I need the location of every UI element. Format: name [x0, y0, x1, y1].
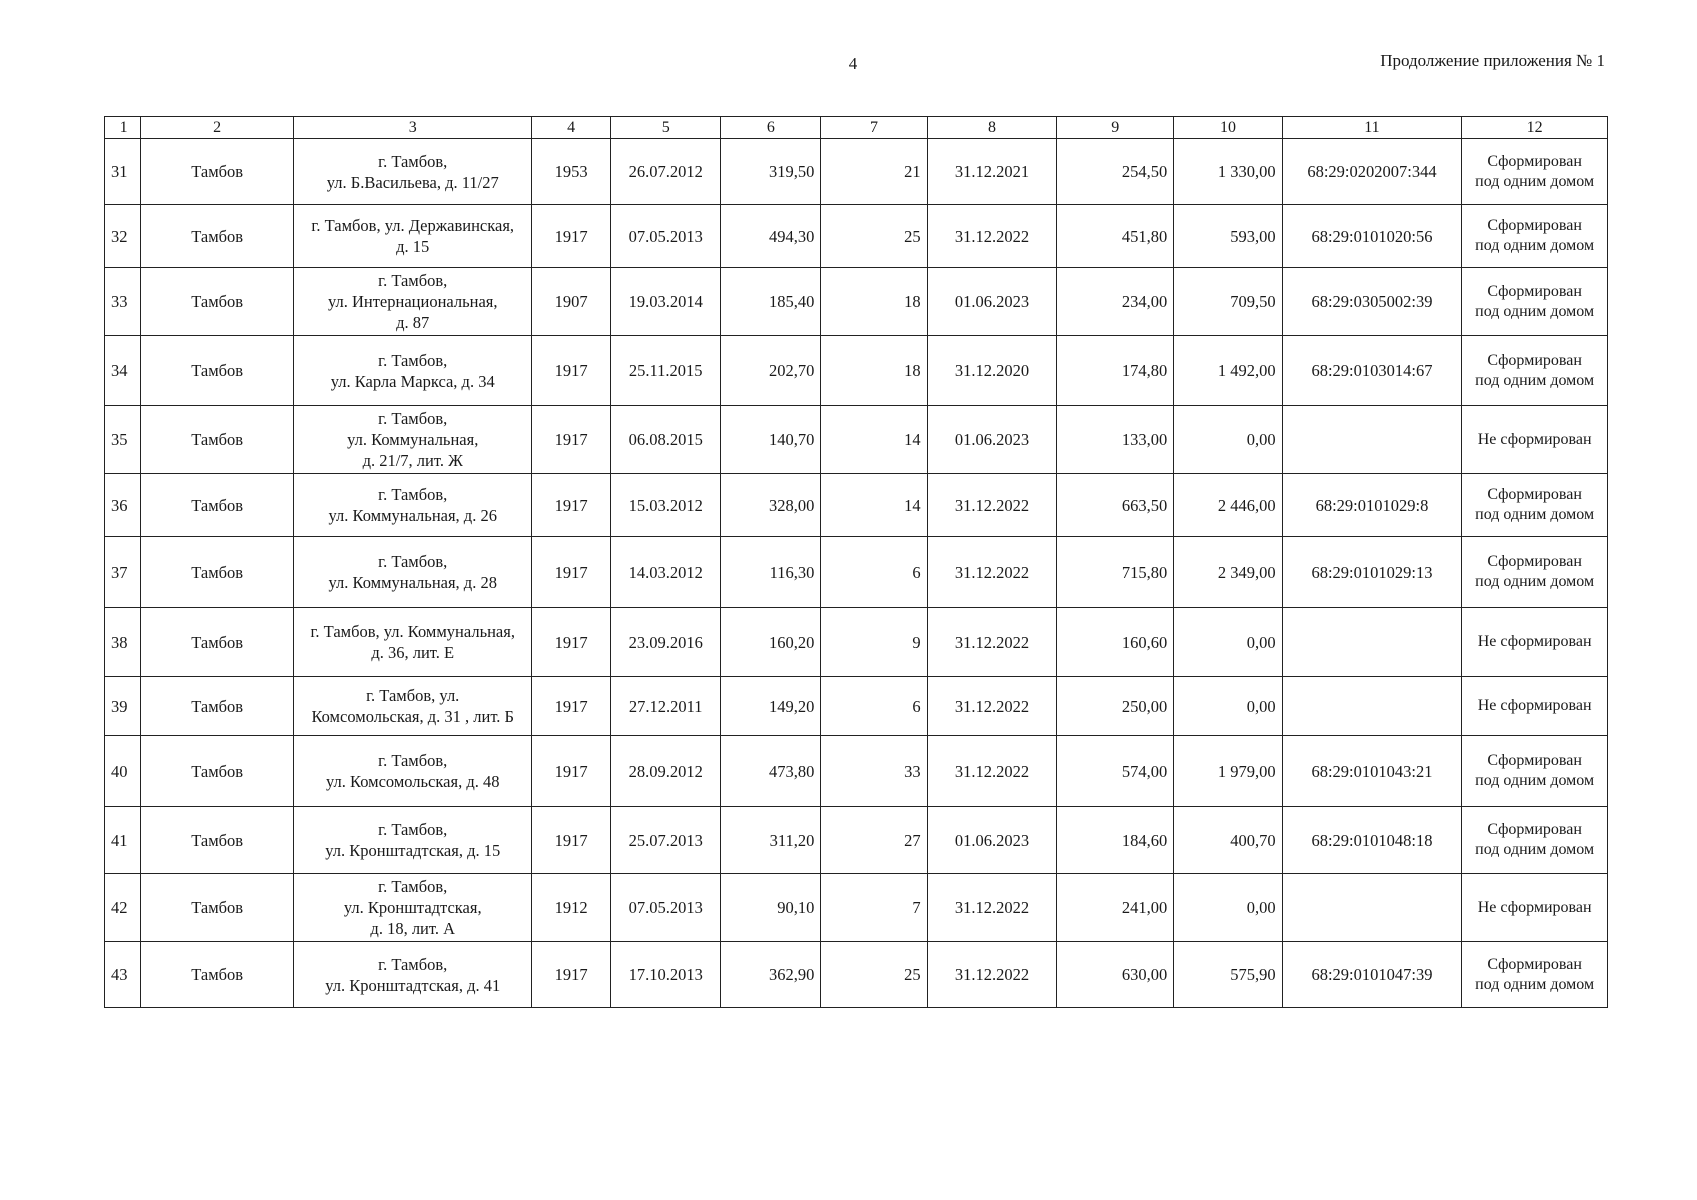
status-cell [1462, 807, 1608, 874]
city-cell: Тамбов [141, 537, 294, 608]
status-line: Сформирован [1487, 752, 1582, 769]
table-row [105, 874, 1608, 942]
status-cell [1462, 268, 1608, 336]
deadline-cell: 31.12.2022 [927, 608, 1057, 677]
deadline-cell: 31.12.2022 [927, 942, 1057, 1008]
status-line: под одним домом [1475, 975, 1595, 993]
area2-cell: 451,80 [1057, 205, 1174, 268]
status-line: Не сформирован [1477, 697, 1592, 714]
cadastre-cell: 68:29:0101047:39 [1282, 942, 1462, 1008]
table-row [105, 942, 1608, 1008]
row-number-cell: 32 [105, 205, 141, 268]
residents-cell: 7 [821, 874, 927, 942]
address-line: д. 87 [396, 313, 430, 332]
deadline-cell: 01.06.2023 [927, 807, 1057, 874]
address-line: г. Тамбов, [378, 271, 448, 290]
area-cell: 202,70 [721, 336, 821, 406]
address-line: г. Тамбов, [378, 751, 448, 770]
land-area-cell: 2 349,00 [1174, 537, 1282, 608]
residents-cell: 14 [821, 474, 927, 537]
status-line: под одним домом [1475, 302, 1595, 320]
area-cell: 149,20 [721, 677, 821, 736]
land-area-cell: 0,00 [1174, 677, 1282, 736]
date-cell: 26.07.2012 [610, 139, 721, 205]
address-line: г. Тамбов, ул. [366, 686, 460, 705]
row-number-cell: 40 [105, 736, 141, 807]
address-line: г. Тамбов, ул. Державинская, [311, 216, 515, 235]
status-cell [1462, 205, 1608, 268]
deadline-cell: 01.06.2023 [927, 268, 1057, 336]
status-cell [1462, 537, 1608, 608]
status-cell [1462, 942, 1608, 1008]
year-cell: 1917 [532, 336, 611, 406]
address-line: ул. Кронштадтская, д. 15 [325, 841, 501, 860]
address-cell [294, 474, 532, 537]
address-line: г. Тамбов, [378, 485, 448, 504]
year-cell: 1917 [532, 537, 611, 608]
status-cell [1462, 677, 1608, 736]
column-header: 2 [141, 117, 294, 139]
address-line: ул. Комсомольская, д. 48 [326, 772, 500, 791]
deadline-cell: 31.12.2020 [927, 336, 1057, 406]
residents-cell: 33 [821, 736, 927, 807]
table-row [105, 736, 1608, 807]
address-cell [294, 942, 532, 1008]
area-cell: 90,10 [721, 874, 821, 942]
city-cell: Тамбов [141, 677, 294, 736]
residents-cell: 21 [821, 139, 927, 205]
table-row [105, 537, 1608, 608]
table-row [105, 336, 1608, 406]
date-cell: 28.09.2012 [610, 736, 721, 807]
deadline-cell: 31.12.2021 [927, 139, 1057, 205]
land-area-cell: 593,00 [1174, 205, 1282, 268]
city-cell: Тамбов [141, 268, 294, 336]
address-line: г. Тамбов, ул. Коммунальная, [310, 622, 515, 641]
date-cell: 25.11.2015 [610, 336, 721, 406]
area2-cell: 184,60 [1057, 807, 1174, 874]
area-cell: 362,90 [721, 942, 821, 1008]
column-header: 12 [1462, 117, 1608, 139]
status-line: Не сформирован [1477, 633, 1592, 650]
address-line: ул. Б.Васильева, д. 11/27 [326, 172, 499, 192]
column-header: 6 [721, 117, 821, 139]
area-cell: 140,70 [721, 406, 821, 474]
city-cell: Тамбов [141, 942, 294, 1008]
row-number-cell: 34 [105, 336, 141, 406]
column-header: 9 [1057, 117, 1174, 139]
address-line: Комсомольская, д. 31 , лит. Б [311, 707, 515, 726]
land-area-cell: 0,00 [1174, 608, 1282, 677]
address-line: г. Тамбов, [378, 350, 448, 370]
address-line: ул. Карла Маркса, д. 34 [330, 371, 495, 391]
area-cell: 116,30 [721, 537, 821, 608]
deadline-cell: 31.12.2022 [927, 736, 1057, 807]
status-cell [1462, 608, 1608, 677]
year-cell: 1917 [532, 205, 611, 268]
cadastre-cell: 68:29:0101029:8 [1282, 474, 1462, 537]
deadline-cell: 31.12.2022 [927, 677, 1057, 736]
status-cell [1462, 736, 1608, 807]
address-line: г. Тамбов, [378, 151, 448, 171]
area-cell: 160,20 [721, 608, 821, 677]
date-cell: 15.03.2012 [610, 474, 721, 537]
residents-cell: 25 [821, 205, 927, 268]
year-cell: 1917 [532, 942, 611, 1008]
table-row [105, 677, 1608, 736]
land-area-cell: 575,90 [1174, 942, 1282, 1008]
area2-cell: 160,60 [1057, 608, 1174, 677]
residents-cell: 18 [821, 268, 927, 336]
column-number-row [105, 117, 1608, 139]
area2-cell: 174,80 [1057, 336, 1174, 406]
status-line: Сформирован [1487, 351, 1582, 369]
city-cell: Тамбов [141, 336, 294, 406]
city-cell: Тамбов [141, 807, 294, 874]
status-line: под одним домом [1475, 573, 1595, 590]
year-cell: 1917 [532, 736, 611, 807]
date-cell: 17.10.2013 [610, 942, 721, 1008]
row-number-cell: 37 [105, 537, 141, 608]
status-cell [1462, 874, 1608, 942]
year-cell: 1907 [532, 268, 611, 336]
date-cell: 14.03.2012 [610, 537, 721, 608]
deadline-cell: 31.12.2022 [927, 537, 1057, 608]
city-cell: Тамбов [141, 205, 294, 268]
date-cell: 07.05.2013 [610, 874, 721, 942]
year-cell: 1917 [532, 406, 611, 474]
address-line: г. Тамбов, [378, 877, 448, 896]
column-header: 4 [532, 117, 611, 139]
row-number-cell: 35 [105, 406, 141, 474]
land-area-cell: 2 446,00 [1174, 474, 1282, 537]
row-number-cell: 43 [105, 942, 141, 1008]
status-line: Не сформирован [1477, 898, 1592, 916]
year-cell: 1917 [532, 677, 611, 736]
address-cell [294, 537, 532, 608]
residents-cell: 25 [821, 942, 927, 1008]
address-line: д. 18, лит. А [370, 919, 456, 938]
land-area-cell: 1 330,00 [1174, 139, 1282, 205]
area-cell: 494,30 [721, 205, 821, 268]
status-cell [1462, 406, 1608, 474]
row-number-cell: 41 [105, 807, 141, 874]
address-cell [294, 336, 532, 406]
address-cell [294, 139, 532, 205]
address-cell [294, 406, 532, 474]
row-number-cell: 38 [105, 608, 141, 677]
table-row [105, 608, 1608, 677]
cadastre-cell: 68:29:0101048:18 [1282, 807, 1462, 874]
cadastre-cell [1282, 406, 1462, 474]
cadastre-cell: 68:29:0305002:39 [1282, 268, 1462, 336]
address-cell [294, 874, 532, 942]
year-cell: 1912 [532, 874, 611, 942]
table-row [105, 807, 1608, 874]
year-cell: 1917 [532, 807, 611, 874]
address-line: д. 36, лит. Е [371, 643, 455, 662]
deadline-cell: 31.12.2022 [927, 874, 1057, 942]
appendix-continuation-title: Продолжение приложения № 1 [1380, 51, 1605, 70]
year-cell: 1917 [532, 474, 611, 537]
area2-cell: 574,00 [1057, 736, 1174, 807]
column-header: 5 [610, 117, 721, 139]
residents-cell: 6 [821, 677, 927, 736]
status-cell [1462, 474, 1608, 537]
column-header: 1 [105, 117, 141, 139]
area2-cell: 241,00 [1057, 874, 1174, 942]
status-line: под одним домом [1475, 841, 1595, 858]
status-line: под одним домом [1475, 237, 1595, 254]
address-line: ул. Коммунальная, [347, 430, 479, 449]
address-cell [294, 807, 532, 874]
land-area-cell: 400,70 [1174, 807, 1282, 874]
row-number-cell: 31 [105, 139, 141, 205]
area-cell: 185,40 [721, 268, 821, 336]
status-line: Сформирован [1487, 486, 1582, 503]
city-cell: Тамбов [141, 406, 294, 474]
table-row [105, 474, 1608, 537]
column-header: 11 [1282, 117, 1462, 139]
city-cell: Тамбов [141, 139, 294, 205]
land-area-cell: 1 492,00 [1174, 336, 1282, 406]
residents-cell: 14 [821, 406, 927, 474]
housing-registry-table [104, 116, 1608, 1008]
date-cell: 19.03.2014 [610, 268, 721, 336]
area-cell: 328,00 [721, 474, 821, 537]
address-line: г. Тамбов, [378, 820, 448, 839]
address-line: д. 15 [396, 237, 430, 256]
address-cell [294, 205, 532, 268]
cadastre-cell [1282, 677, 1462, 736]
table-header [105, 117, 1608, 139]
residents-cell: 27 [821, 807, 927, 874]
cadastre-cell: 68:29:0101020:56 [1282, 205, 1462, 268]
row-number-cell: 36 [105, 474, 141, 537]
status-line: Сформирован [1487, 821, 1582, 838]
status-line: Сформирован [1487, 217, 1582, 234]
area2-cell: 133,00 [1057, 406, 1174, 474]
address-line: ул. Кронштадтская, д. 41 [325, 975, 501, 995]
land-area-cell: 0,00 [1174, 874, 1282, 942]
area2-cell: 250,00 [1057, 677, 1174, 736]
deadline-cell: 01.06.2023 [927, 406, 1057, 474]
address-cell [294, 608, 532, 677]
area-cell: 319,50 [721, 139, 821, 205]
area-cell: 311,20 [721, 807, 821, 874]
status-line: Сформирован [1487, 955, 1582, 973]
column-header: 8 [927, 117, 1057, 139]
address-line: г. Тамбов, [378, 552, 448, 571]
cadastre-cell: 68:29:0101029:13 [1282, 537, 1462, 608]
address-line: г. Тамбов, [378, 409, 448, 428]
address-line: ул. Интернациональная, [327, 292, 498, 311]
status-line: под одним домом [1475, 172, 1595, 190]
address-line: д. 21/7, лит. Ж [362, 451, 463, 470]
deadline-cell: 31.12.2022 [927, 205, 1057, 268]
land-area-cell: 709,50 [1174, 268, 1282, 336]
column-header: 3 [294, 117, 532, 139]
date-cell: 27.12.2011 [610, 677, 721, 736]
area2-cell: 663,50 [1057, 474, 1174, 537]
date-cell: 25.07.2013 [610, 807, 721, 874]
address-line: г. Тамбов, [378, 954, 448, 974]
status-line: под одним домом [1475, 772, 1595, 789]
city-cell: Тамбов [141, 474, 294, 537]
area2-cell: 630,00 [1057, 942, 1174, 1008]
land-area-cell: 1 979,00 [1174, 736, 1282, 807]
status-line: Сформирован [1487, 152, 1582, 170]
date-cell: 23.09.2016 [610, 608, 721, 677]
year-cell: 1917 [532, 608, 611, 677]
page-number: 4 [848, 54, 858, 73]
row-number-cell: 39 [105, 677, 141, 736]
status-line: под одним домом [1475, 371, 1595, 389]
date-cell: 06.08.2015 [610, 406, 721, 474]
date-cell: 07.05.2013 [610, 205, 721, 268]
column-header: 7 [821, 117, 927, 139]
residents-cell: 6 [821, 537, 927, 608]
column-header: 10 [1174, 117, 1282, 139]
city-cell: Тамбов [141, 874, 294, 942]
table-row [105, 139, 1608, 205]
area2-cell: 254,50 [1057, 139, 1174, 205]
address-cell [294, 677, 532, 736]
area-cell: 473,80 [721, 736, 821, 807]
area2-cell: 715,80 [1057, 537, 1174, 608]
status-line: Сформирован [1487, 282, 1582, 300]
cadastre-cell [1282, 608, 1462, 677]
status-cell [1462, 139, 1608, 205]
row-number-cell: 33 [105, 268, 141, 336]
cadastre-cell [1282, 874, 1462, 942]
residents-cell: 9 [821, 608, 927, 677]
land-area-cell: 0,00 [1174, 406, 1282, 474]
address-line: ул. Кронштадтская, [343, 898, 482, 917]
residents-cell: 18 [821, 336, 927, 406]
address-cell [294, 736, 532, 807]
table-row [105, 268, 1608, 336]
status-line: Сформирован [1487, 553, 1582, 570]
address-line: ул. Коммунальная, д. 28 [328, 573, 497, 592]
table-row [105, 406, 1608, 474]
city-cell: Тамбов [141, 736, 294, 807]
cadastre-cell: 68:29:0103014:67 [1282, 336, 1462, 406]
address-line: ул. Коммунальная, д. 26 [328, 506, 497, 525]
table-row [105, 205, 1608, 268]
status-cell [1462, 336, 1608, 406]
row-number-cell: 42 [105, 874, 141, 942]
status-line: Не сформирован [1477, 430, 1592, 448]
cadastre-cell: 68:29:0101043:21 [1282, 736, 1462, 807]
address-cell [294, 268, 532, 336]
status-line: под одним домом [1475, 506, 1595, 523]
cadastre-cell: 68:29:0202007:344 [1282, 139, 1462, 205]
table-body [105, 139, 1608, 1008]
area2-cell: 234,00 [1057, 268, 1174, 336]
year-cell: 1953 [532, 139, 611, 205]
deadline-cell: 31.12.2022 [927, 474, 1057, 537]
city-cell: Тамбов [141, 608, 294, 677]
